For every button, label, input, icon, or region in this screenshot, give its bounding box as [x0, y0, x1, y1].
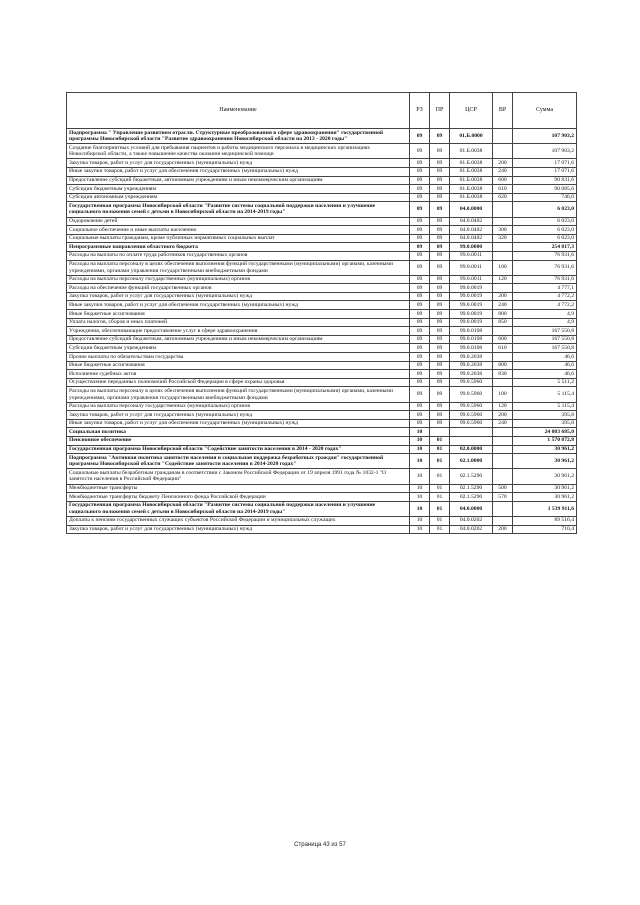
- cell-vr: [493, 469, 513, 484]
- cell-sum: 107 903,2: [513, 144, 577, 159]
- cell-csr: 99.0.2038: [450, 370, 493, 379]
- cell-name: Иные закупки товаров, работ и услуг для обеспечения государственных (муниципальных) нужд: [67, 301, 410, 310]
- header-vr: ВР: [493, 93, 513, 129]
- cell-sum: 6 023,0: [513, 234, 577, 243]
- cell-vr: 830: [493, 370, 513, 379]
- cell-sum: 5 115,4: [513, 402, 577, 411]
- cell-vr: 320: [493, 234, 513, 243]
- cell-name: Предоставление субсидий бюджетным, автономным учреждениям и иным некоммерческим организациям: [67, 335, 410, 344]
- table-row: [67, 454, 577, 469]
- cell-vr: [493, 445, 513, 454]
- cell-rz: 09: [410, 292, 430, 301]
- cell-csr: 01.Б.0038: [450, 167, 493, 176]
- cell-sum: 46,6: [513, 370, 577, 379]
- table-header-row: [67, 93, 577, 129]
- cell-csr: [450, 436, 493, 445]
- cell-vr: 200: [493, 525, 513, 534]
- cell-name: Межбюджетные трансферты: [67, 484, 410, 493]
- table-row: [67, 193, 577, 202]
- table-row: [67, 167, 577, 176]
- cell-rz: 09: [410, 167, 430, 176]
- cell-vr: 240: [493, 419, 513, 428]
- cell-csr: 04.0.0402: [450, 217, 493, 226]
- cell-rz: 10: [410, 501, 430, 516]
- cell-rz: 09: [410, 193, 430, 202]
- cell-rz: 09: [410, 301, 430, 310]
- cell-sum: 76 931,6: [513, 275, 577, 284]
- cell-rz: 09: [410, 344, 430, 353]
- cell-name: Иные закупки товаров, работ и услуг для обеспечения государственных (муниципальных) нужд: [67, 167, 410, 176]
- cell-vr: [493, 353, 513, 362]
- cell-vr: 800: [493, 361, 513, 370]
- header-pr: ПР: [430, 93, 450, 129]
- page-footer: Страница 43 из 57: [294, 842, 346, 848]
- cell-name: Иные бюджетные ассигнования: [67, 310, 410, 319]
- cell-pr: 09: [430, 378, 450, 387]
- cell-sum: 254 817,3: [513, 243, 577, 252]
- cell-name: Иные бюджетные ассигнования: [67, 361, 410, 370]
- cell-vr: [493, 129, 513, 144]
- cell-rz: 09: [410, 318, 430, 327]
- cell-rz: 10: [410, 493, 430, 502]
- cell-sum: 4,9: [513, 310, 577, 319]
- cell-csr: 99.0.0019: [450, 301, 493, 310]
- cell-pr: 09: [430, 159, 450, 168]
- cell-rz: 10: [410, 484, 430, 493]
- cell-rz: 09: [410, 217, 430, 226]
- cell-sum: 24 083 685,0: [513, 428, 577, 437]
- cell-name: Доплаты к пенсиям государственных служащих субъектов Российской Федерации и муниципальных служащих: [67, 516, 410, 525]
- cell-csr: 02.1.0000: [450, 454, 493, 469]
- cell-vr: [493, 454, 513, 469]
- cell-pr: 01: [430, 484, 450, 493]
- cell-name: Непрограммные направления областного бюджета: [67, 243, 410, 252]
- cell-sum: 746,0: [513, 193, 577, 202]
- cell-pr: 01: [430, 454, 450, 469]
- cell-vr: 100: [493, 387, 513, 402]
- cell-sum: 4 777,1: [513, 284, 577, 293]
- table-row: [67, 501, 577, 516]
- table-row: [67, 361, 577, 370]
- cell-csr: 99.0.5960: [450, 402, 493, 411]
- cell-pr: 09: [430, 292, 450, 301]
- cell-name: Закупка товаров, работ и услуг для государственных (муниципальных) нужд: [67, 159, 410, 168]
- cell-rz: 09: [410, 234, 430, 243]
- cell-csr: 99.0.0011: [450, 260, 493, 275]
- cell-pr: 09: [430, 402, 450, 411]
- table-row: [67, 226, 577, 235]
- cell-name: Пенсионное обеспечение: [67, 436, 410, 445]
- cell-csr: 04.0.0000: [450, 501, 493, 516]
- cell-name: Оздоровление детей: [67, 217, 410, 226]
- cell-pr: 09: [430, 193, 450, 202]
- cell-pr: 09: [430, 419, 450, 428]
- cell-csr: 99.0.0108: [450, 335, 493, 344]
- cell-vr: [493, 243, 513, 252]
- cell-sum: 90 085,6: [513, 185, 577, 194]
- cell-csr: 99.0.5960: [450, 411, 493, 420]
- cell-name: Социальная политика: [67, 428, 410, 437]
- cell-vr: 850: [493, 318, 513, 327]
- table-row: [67, 217, 577, 226]
- cell-sum: 76 931,6: [513, 251, 577, 260]
- cell-sum: 167 550,8: [513, 327, 577, 336]
- cell-rz: 09: [410, 284, 430, 293]
- cell-vr: 610: [493, 344, 513, 353]
- cell-vr: 610: [493, 185, 513, 194]
- cell-sum: 5 115,4: [513, 387, 577, 402]
- cell-name: Уплата налогов, сборов и иных платежей: [67, 318, 410, 327]
- cell-name: Осуществление переданных полномочий Российской Федерации в сфере охраны здоровья: [67, 378, 410, 387]
- table-body: [67, 129, 577, 534]
- cell-csr: 01.Б.0038: [450, 185, 493, 194]
- cell-name: Подпрограмма " Управление развитием отрасли. Структурные преобразования в сфере здравоохранения" государственной программы Новосибирской области "Развитие здравоохранения Новосибирской области на 2013 - 2020 годы": [67, 129, 410, 144]
- table-row: [67, 428, 577, 437]
- table-row: [67, 484, 577, 493]
- cell-pr: 09: [430, 318, 450, 327]
- cell-name: Расходы на выплаты персоналу в целях обеспечения выполнения функций государственными (муниципальными) органами, казенными учреждениями, органами управления государственными внебюджетными фондами: [67, 260, 410, 275]
- cell-name: Социальные выплаты безработным гражданам в соответствии с Законом Российской Федерации от 19 апреля 1991 года № 1032-1 "О занятости населения в Российской Федерации": [67, 469, 410, 484]
- cell-name: Расходы на выплаты персоналу государственных (муниципальных) органов: [67, 402, 410, 411]
- cell-sum: 6 023,0: [513, 217, 577, 226]
- cell-pr: 01: [430, 525, 450, 534]
- cell-vr: 100: [493, 260, 513, 275]
- cell-pr: 09: [430, 129, 450, 144]
- cell-name: Социальное обеспечение и иные выплаты населению: [67, 226, 410, 235]
- cell-rz: 09: [410, 419, 430, 428]
- table-row: [67, 335, 577, 344]
- cell-csr: 99.0.0011: [450, 251, 493, 260]
- cell-pr: 01: [430, 445, 450, 454]
- cell-rz: 10: [410, 445, 430, 454]
- header-sum: Сумма: [513, 93, 577, 129]
- cell-vr: [493, 217, 513, 226]
- table-row: [67, 275, 577, 284]
- cell-vr: 120: [493, 402, 513, 411]
- table-row: [67, 202, 577, 217]
- cell-sum: 30 961,2: [513, 454, 577, 469]
- cell-vr: [493, 327, 513, 336]
- cell-sum: 4 772,2: [513, 301, 577, 310]
- cell-name: Государственная программа Новосибирской области "Развитие системы социальной поддержки населения и улучшение социального положения семей с детьми в Новосибирской области на 2014-2019 годы": [67, 202, 410, 217]
- cell-pr: 09: [430, 144, 450, 159]
- cell-sum: 1 570 872,8: [513, 436, 577, 445]
- cell-sum: 167 550,8: [513, 344, 577, 353]
- cell-pr: 09: [430, 327, 450, 336]
- table-row: [67, 411, 577, 420]
- cell-csr: [450, 428, 493, 437]
- cell-csr: 04.0.0202: [450, 525, 493, 534]
- cell-pr: 01: [430, 493, 450, 502]
- cell-csr: 01.Б.0038: [450, 193, 493, 202]
- cell-sum: 4,9: [513, 318, 577, 327]
- cell-vr: [493, 284, 513, 293]
- cell-csr: 99.0.0011: [450, 275, 493, 284]
- cell-csr: 04.0.0402: [450, 234, 493, 243]
- cell-csr: 99.0.5960: [450, 419, 493, 428]
- cell-rz: 09: [410, 202, 430, 217]
- cell-vr: 500: [493, 484, 513, 493]
- cell-vr: [493, 428, 513, 437]
- cell-sum: 17 071,6: [513, 159, 577, 168]
- cell-rz: 09: [410, 370, 430, 379]
- cell-sum: 395,8: [513, 419, 577, 428]
- cell-rz: 09: [410, 144, 430, 159]
- cell-vr: 600: [493, 176, 513, 185]
- cell-csr: 99.0.2038: [450, 353, 493, 362]
- cell-csr: 99.0.0019: [450, 284, 493, 293]
- cell-pr: 09: [430, 185, 450, 194]
- cell-vr: [493, 144, 513, 159]
- table-row: [67, 284, 577, 293]
- cell-rz: 10: [410, 454, 430, 469]
- cell-csr: 99.0.0000: [450, 243, 493, 252]
- cell-pr: 09: [430, 310, 450, 319]
- cell-rz: 09: [410, 335, 430, 344]
- cell-sum: 30 961,2: [513, 445, 577, 454]
- budget-table: [66, 92, 577, 534]
- cell-name: Межбюджетные трансферты бюджету Пенсионного фонда Российской Федерации: [67, 493, 410, 502]
- cell-name: Государственная программа Новосибирской области "Развитие системы социальной поддержки населения и улучшение социального положения семей с детьми в Новосибирской области на 2014-2019 годы": [67, 501, 410, 516]
- cell-sum: 30 961,2: [513, 469, 577, 484]
- cell-pr: 09: [430, 370, 450, 379]
- table-row: [67, 243, 577, 252]
- cell-sum: 30 961,2: [513, 493, 577, 502]
- table-row: [67, 327, 577, 336]
- cell-csr: 99.0.0019: [450, 318, 493, 327]
- cell-sum: 167 550,8: [513, 335, 577, 344]
- cell-name: Расходы на выплаты персоналу государственных (муниципальных) органов: [67, 275, 410, 284]
- cell-pr: 09: [430, 234, 450, 243]
- cell-csr: 02.0.0000: [450, 445, 493, 454]
- cell-vr: 620: [493, 193, 513, 202]
- cell-pr: 09: [430, 361, 450, 370]
- cell-vr: [493, 251, 513, 260]
- cell-vr: 200: [493, 411, 513, 420]
- cell-rz: 09: [410, 185, 430, 194]
- cell-sum: 46,6: [513, 361, 577, 370]
- table-row: [67, 469, 577, 484]
- cell-rz: 10: [410, 525, 430, 534]
- table-row: [67, 419, 577, 428]
- cell-rz: 10: [410, 428, 430, 437]
- cell-pr: 09: [430, 344, 450, 353]
- cell-csr: 04.0.0402: [450, 226, 493, 235]
- table-row: [67, 493, 577, 502]
- table-row: [67, 378, 577, 387]
- table-row: [67, 370, 577, 379]
- cell-sum: 5 511,2: [513, 378, 577, 387]
- cell-name: Создание благоприятных условий для пребывания пациентов и работы медицинского персонала в медицинских организациях Новосибирской области, а также повышение качества оказания медицинской помощи: [67, 144, 410, 159]
- cell-pr: 09: [430, 284, 450, 293]
- cell-pr: 09: [430, 260, 450, 275]
- cell-pr: 09: [430, 217, 450, 226]
- cell-csr: 01.Б.0038: [450, 144, 493, 159]
- table-row: [67, 445, 577, 454]
- table-row: [67, 353, 577, 362]
- table-row: [67, 344, 577, 353]
- cell-rz: 09: [410, 361, 430, 370]
- cell-vr: [493, 378, 513, 387]
- table-row: [67, 436, 577, 445]
- cell-pr: 09: [430, 226, 450, 235]
- cell-rz: 09: [410, 176, 430, 185]
- cell-vr: 600: [493, 335, 513, 344]
- cell-name: Прочие выплаты по обязательствам государства: [67, 353, 410, 362]
- cell-rz: 09: [410, 402, 430, 411]
- cell-sum: 17 071,6: [513, 167, 577, 176]
- cell-pr: [430, 428, 450, 437]
- cell-csr: 02.1.5290: [450, 484, 493, 493]
- cell-sum: 1 539 911,6: [513, 501, 577, 516]
- cell-pr: 09: [430, 243, 450, 252]
- cell-csr: 01.Б.0000: [450, 129, 493, 144]
- table-row: [67, 301, 577, 310]
- cell-name: Субсидии бюджетным учреждениям: [67, 185, 410, 194]
- cell-sum: 89 516,4: [513, 516, 577, 525]
- table-row: [67, 525, 577, 534]
- cell-rz: 09: [410, 411, 430, 420]
- cell-rz: 09: [410, 226, 430, 235]
- cell-pr: 09: [430, 301, 450, 310]
- cell-pr: 09: [430, 335, 450, 344]
- cell-name: Закупка товаров, работ и услуг для государственных (муниципальных) нужд: [67, 292, 410, 301]
- cell-sum: 6 023,0: [513, 226, 577, 235]
- header-name: Наименование: [67, 93, 410, 129]
- cell-sum: 90 831,6: [513, 176, 577, 185]
- table-row: [67, 310, 577, 319]
- cell-csr: 02.1.5290: [450, 469, 493, 484]
- cell-rz: 09: [410, 310, 430, 319]
- cell-rz: 10: [410, 469, 430, 484]
- table-row: [67, 292, 577, 301]
- table-row: [67, 176, 577, 185]
- cell-vr: 200: [493, 292, 513, 301]
- cell-name: Закупка товаров, работ и услуг для государственных (муниципальных) нужд: [67, 411, 410, 420]
- cell-vr: [493, 516, 513, 525]
- cell-name: Подпрограмма "Активная политика занятости населения и социальная поддержка безработных граждан" государственной программы Новосибирской области "Содействие занятости населения в 2014-2020 годах": [67, 454, 410, 469]
- cell-name: Субсидии автономным учреждениям: [67, 193, 410, 202]
- table-row: [67, 144, 577, 159]
- cell-csr: 04.0.0000: [450, 202, 493, 217]
- table-row: [67, 159, 577, 168]
- table-row: [67, 402, 577, 411]
- cell-name: Расходы на выплаты по оплате труда работников государственных органов: [67, 251, 410, 260]
- table-row: [67, 260, 577, 275]
- cell-sum: 30 961,2: [513, 484, 577, 493]
- cell-csr: 99.0.0019: [450, 292, 493, 301]
- cell-rz: 09: [410, 129, 430, 144]
- cell-name: Предоставление субсидий бюджетным, автономным учреждениям и иным некоммерческим организациям: [67, 176, 410, 185]
- table-row: [67, 234, 577, 243]
- table-row: [67, 387, 577, 402]
- cell-sum: 6 023,0: [513, 202, 577, 217]
- cell-name: Исполнение судебных актов: [67, 370, 410, 379]
- cell-rz: 09: [410, 353, 430, 362]
- table-row: [67, 251, 577, 260]
- cell-pr: 01: [430, 516, 450, 525]
- cell-pr: 09: [430, 251, 450, 260]
- cell-pr: 09: [430, 353, 450, 362]
- cell-name: Учреждения, обеспечивающие предоставление услуг в сфере здравоохранения: [67, 327, 410, 336]
- cell-rz: 09: [410, 378, 430, 387]
- cell-name: Закупка товаров, работ и услуг для государственных (муниципальных) нужд: [67, 525, 410, 534]
- cell-rz: 09: [410, 260, 430, 275]
- cell-sum: 46,6: [513, 353, 577, 362]
- cell-name: Расходы на выплаты персоналу в целях обеспечения выполнения функций государственными (муниципальными) органами, казенными учреждениями, органами управления государственными внебюджетными фондами: [67, 387, 410, 402]
- cell-name: Государственная программа Новосибирской области "Содействие занятости населения в 2014 - 2020 годах": [67, 445, 410, 454]
- cell-vr: [493, 436, 513, 445]
- header-rz: РЗ: [410, 93, 430, 129]
- cell-csr: 99.0.0108: [450, 327, 493, 336]
- cell-rz: 10: [410, 516, 430, 525]
- table-row: [67, 129, 577, 144]
- cell-rz: 09: [410, 387, 430, 402]
- table-row: [67, 516, 577, 525]
- cell-rz: 09: [410, 275, 430, 284]
- table-row: [67, 185, 577, 194]
- cell-csr: 99.0.2038: [450, 361, 493, 370]
- cell-vr: 240: [493, 167, 513, 176]
- cell-csr: 01.Б.0038: [450, 176, 493, 185]
- cell-name: Субсидии бюджетным учреждениям: [67, 344, 410, 353]
- cell-vr: [493, 202, 513, 217]
- cell-vr: 120: [493, 275, 513, 284]
- cell-pr: 09: [430, 411, 450, 420]
- cell-pr: 09: [430, 202, 450, 217]
- cell-vr: 800: [493, 310, 513, 319]
- cell-csr: 99.0.5960: [450, 387, 493, 402]
- cell-csr: 99.0.0108: [450, 344, 493, 353]
- cell-vr: 570: [493, 493, 513, 502]
- cell-sum: 710,4: [513, 525, 577, 534]
- cell-name: Иные закупки товаров, работ и услуг для обеспечения государственных (муниципальных) нужд: [67, 419, 410, 428]
- cell-csr: 02.1.5290: [450, 493, 493, 502]
- cell-pr: 01: [430, 501, 450, 516]
- cell-vr: 240: [493, 301, 513, 310]
- cell-pr: 09: [430, 387, 450, 402]
- cell-vr: [493, 501, 513, 516]
- cell-name: Расходы на обеспечение функций государственных органов: [67, 284, 410, 293]
- cell-sum: 107 903,2: [513, 129, 577, 144]
- cell-rz: 09: [410, 159, 430, 168]
- cell-sum: 395,8: [513, 411, 577, 420]
- cell-vr: 200: [493, 159, 513, 168]
- header-csr: ЦСР: [450, 93, 493, 129]
- cell-vr: 300: [493, 226, 513, 235]
- cell-csr: 99.0.0019: [450, 310, 493, 319]
- cell-rz: 09: [410, 243, 430, 252]
- cell-csr: 99.0.5960: [450, 378, 493, 387]
- cell-rz: 09: [410, 251, 430, 260]
- cell-pr: 01: [430, 469, 450, 484]
- cell-pr: 09: [430, 275, 450, 284]
- cell-pr: 01: [430, 436, 450, 445]
- cell-csr: 01.Б.0038: [450, 159, 493, 168]
- cell-pr: 09: [430, 167, 450, 176]
- cell-sum: 76 931,6: [513, 260, 577, 275]
- cell-sum: 4 772,2: [513, 292, 577, 301]
- cell-csr: 04.0.0202: [450, 516, 493, 525]
- cell-rz: 10: [410, 436, 430, 445]
- table-row: [67, 318, 577, 327]
- cell-rz: 09: [410, 327, 430, 336]
- cell-pr: 09: [430, 176, 450, 185]
- cell-name: Социальные выплаты гражданам, кроме публичных нормативных социальных выплат: [67, 234, 410, 243]
